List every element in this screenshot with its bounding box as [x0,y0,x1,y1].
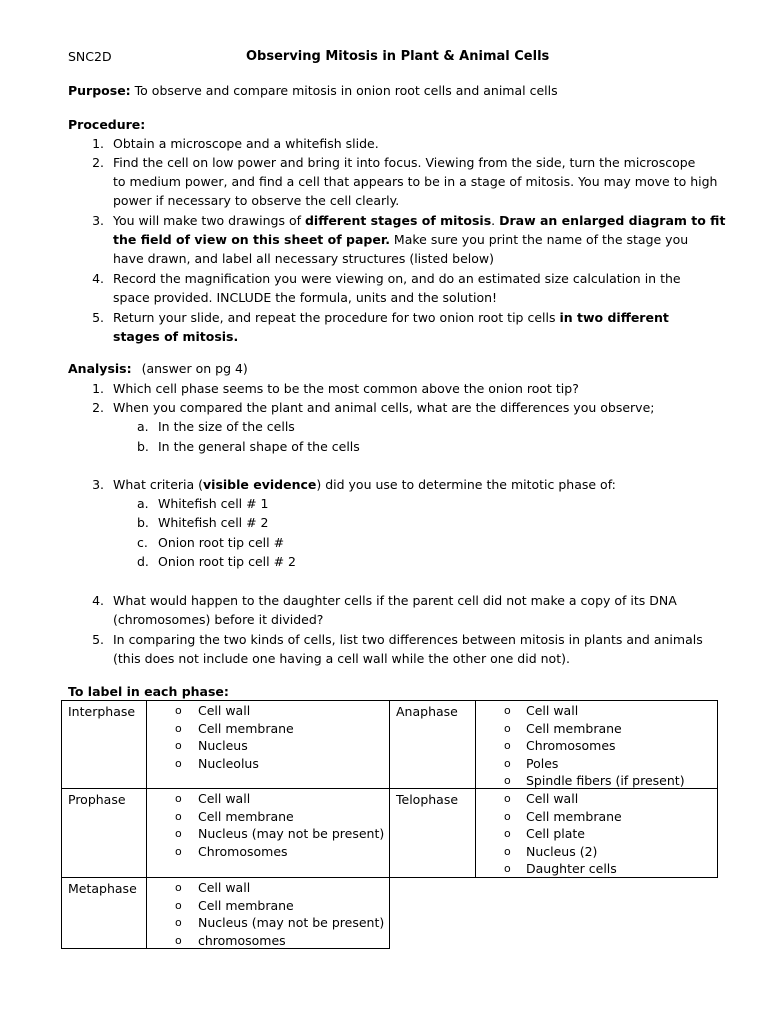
step-text: to medium power, and find a cell that appears to be in a stage of mitosis. You may move to high [113,174,718,189]
phase-item: Cell wall [198,880,251,895]
sub-item: In the size of the cells [158,419,295,434]
phase-cell-telophase [389,788,476,878]
question-text-bold: visible evidence [203,477,317,492]
phase-item: Poles [526,756,559,771]
bullet-icon: o [175,810,182,823]
step-number: 1. [92,136,104,151]
bullet-icon: o [504,792,511,805]
step-text: have drawn, and label all necessary structures (listed below) [113,251,495,266]
question-number: 5. [92,632,104,647]
question-text: In comparing the two kinds of cells, list two differences between mitosis in plants and animals [113,632,703,647]
phase-item: Cell membrane [198,721,294,736]
phase-item: Cell membrane [198,898,294,913]
phase-item: Cell wall [526,791,579,806]
step-text: Find the cell on low power and bring it into focus. Viewing from the side, turn the microscope [113,155,696,170]
purpose-text: To observe and compare mitosis in onion root cells and animal cells [134,83,558,98]
sub-item: Onion root tip cell # 2 [158,554,296,569]
analysis-label: Analysis: [68,361,132,376]
phase-name: Metaphase [68,881,137,896]
sub-letter: c. [137,535,148,550]
analysis-heading [68,361,248,376]
bullet-icon: o [504,862,511,875]
question-text: Which cell phase seems to be the most common above the onion root tip? [113,381,579,396]
phase-item: Chromosomes [198,844,288,859]
sub-letter: b. [137,515,149,530]
step-text-part: . [491,213,500,228]
bullet-icon: o [504,704,511,717]
sub-item: Onion root tip cell # [158,535,285,550]
bullet-icon: o [175,704,182,717]
phase-item: Cell membrane [526,809,622,824]
step-text-bold: stages of mitosis. [113,329,239,344]
question-text: (this does not include one having a cell wall while the other one did not). [113,651,570,666]
sub-letter: a. [137,496,149,511]
phase-items-anaphase [475,700,718,789]
sub-letter: b. [137,439,149,454]
bullet-icon: o [504,774,511,787]
purpose [68,83,558,98]
step-text: power if necessary to observe the cell clearly. [113,193,400,208]
bullet-icon: o [504,757,511,770]
step-text: Record the magnification you were viewing on, and do an estimated size calculation in the [113,271,681,286]
question-number: 1. [92,381,104,396]
sub-item: Whitefish cell # 1 [158,496,269,511]
phase-items-prophase [146,788,390,878]
phase-item: Nucleus (may not be present) [198,826,385,841]
bullet-icon: o [175,934,182,947]
phase-name: Anaphase [396,704,458,719]
analysis-note: (answer on pg 4) [141,361,248,376]
step-text-bold: in two different [559,310,669,325]
bullet-icon: o [175,722,182,735]
bullet-icon: o [175,899,182,912]
bullet-icon: o [175,827,182,840]
phase-item: Nucleolus [198,756,259,771]
step-text [113,213,725,228]
step-text-bold: the field of view on this sheet of paper. [113,232,390,247]
question-text [113,477,616,492]
bullet-icon: o [175,739,182,752]
step-text-bold: different stages of mitosis [304,213,492,228]
sub-letter: a. [137,419,149,434]
step-text: space provided. INCLUDE the formula, units and the solution! [113,290,498,305]
question-text: (chromosomes) before it divided? [113,612,324,627]
phase-name: Prophase [68,792,126,807]
phase-items-telophase [475,788,718,878]
step-text-bold: Draw an enlarged diagram to fit [499,213,726,228]
sub-item: In the general shape of the cells [158,439,360,454]
phase-item: Spindle fibers (if present) [526,773,685,788]
step-text-part: Return your slide, and repeat the procedure for two onion root tip cells [113,310,560,325]
phase-item: Cell plate [526,826,585,841]
phase-item: Cell wall [526,703,579,718]
step-number: 2. [92,155,104,170]
bullet-icon: o [175,757,182,770]
page-title: Observing Mitosis in Plant & Animal Cells [246,49,550,64]
course-code: SNC2D [68,49,112,64]
bullet-icon: o [175,881,182,894]
question-text-part: ) did you use to determine the mitotic phase of: [316,477,616,492]
question-number: 3. [92,477,104,492]
procedure-heading: Procedure: [68,117,146,132]
question-text-part: What criteria ( [113,477,204,492]
question-number: 2. [92,400,104,415]
question-text: When you compared the plant and animal cells, what are the differences you observe; [113,400,655,415]
step-text [113,310,669,325]
phase-item: chromosomes [198,933,286,948]
bullet-icon: o [504,845,511,858]
bullet-icon: o [175,916,182,929]
phase-name: Interphase [68,704,136,719]
phase-item: Cell wall [198,791,251,806]
purpose-label: Purpose: [68,83,131,98]
bullet-icon: o [175,845,182,858]
phase-item: Chromosomes [526,738,616,753]
phase-items-interphase [146,700,390,789]
bullet-icon: o [175,792,182,805]
phase-item: Nucleus (may not be present) [198,915,385,930]
question-text: What would happen to the daughter cells if the parent cell did not make a copy of its DNA [113,593,677,608]
step-number: 3. [92,213,104,228]
bullet-icon: o [504,739,511,752]
phase-item: Cell membrane [198,809,294,824]
step-number: 5. [92,310,104,325]
step-text: Obtain a microscope and a whitefish slide. [113,136,379,151]
phase-cell-anaphase [389,700,476,789]
sub-item: Whitefish cell # 2 [158,515,269,530]
sub-letter: d. [137,554,149,569]
phase-item: Nucleus (2) [526,844,598,859]
question-number: 4. [92,593,104,608]
phase-item: Daughter cells [526,861,617,876]
bullet-icon: o [504,827,511,840]
phase-item: Cell wall [198,703,251,718]
step-text-part: You will make two drawings of [113,213,305,228]
phase-cell-prophase [61,788,147,878]
phase-item: Nucleus [198,738,248,753]
step-text [113,232,688,247]
bullet-icon: o [504,722,511,735]
step-number: 4. [92,271,104,286]
phase-name: Telophase [396,792,459,807]
phase-cell-interphase [61,700,147,789]
step-text-part: Make sure you print the name of the stage you [389,232,689,247]
table-heading: To label in each phase: [68,684,229,699]
phase-cell-metaphase [61,877,147,949]
bullet-icon: o [504,810,511,823]
phase-item: Cell membrane [526,721,622,736]
phase-items-metaphase [146,877,390,949]
